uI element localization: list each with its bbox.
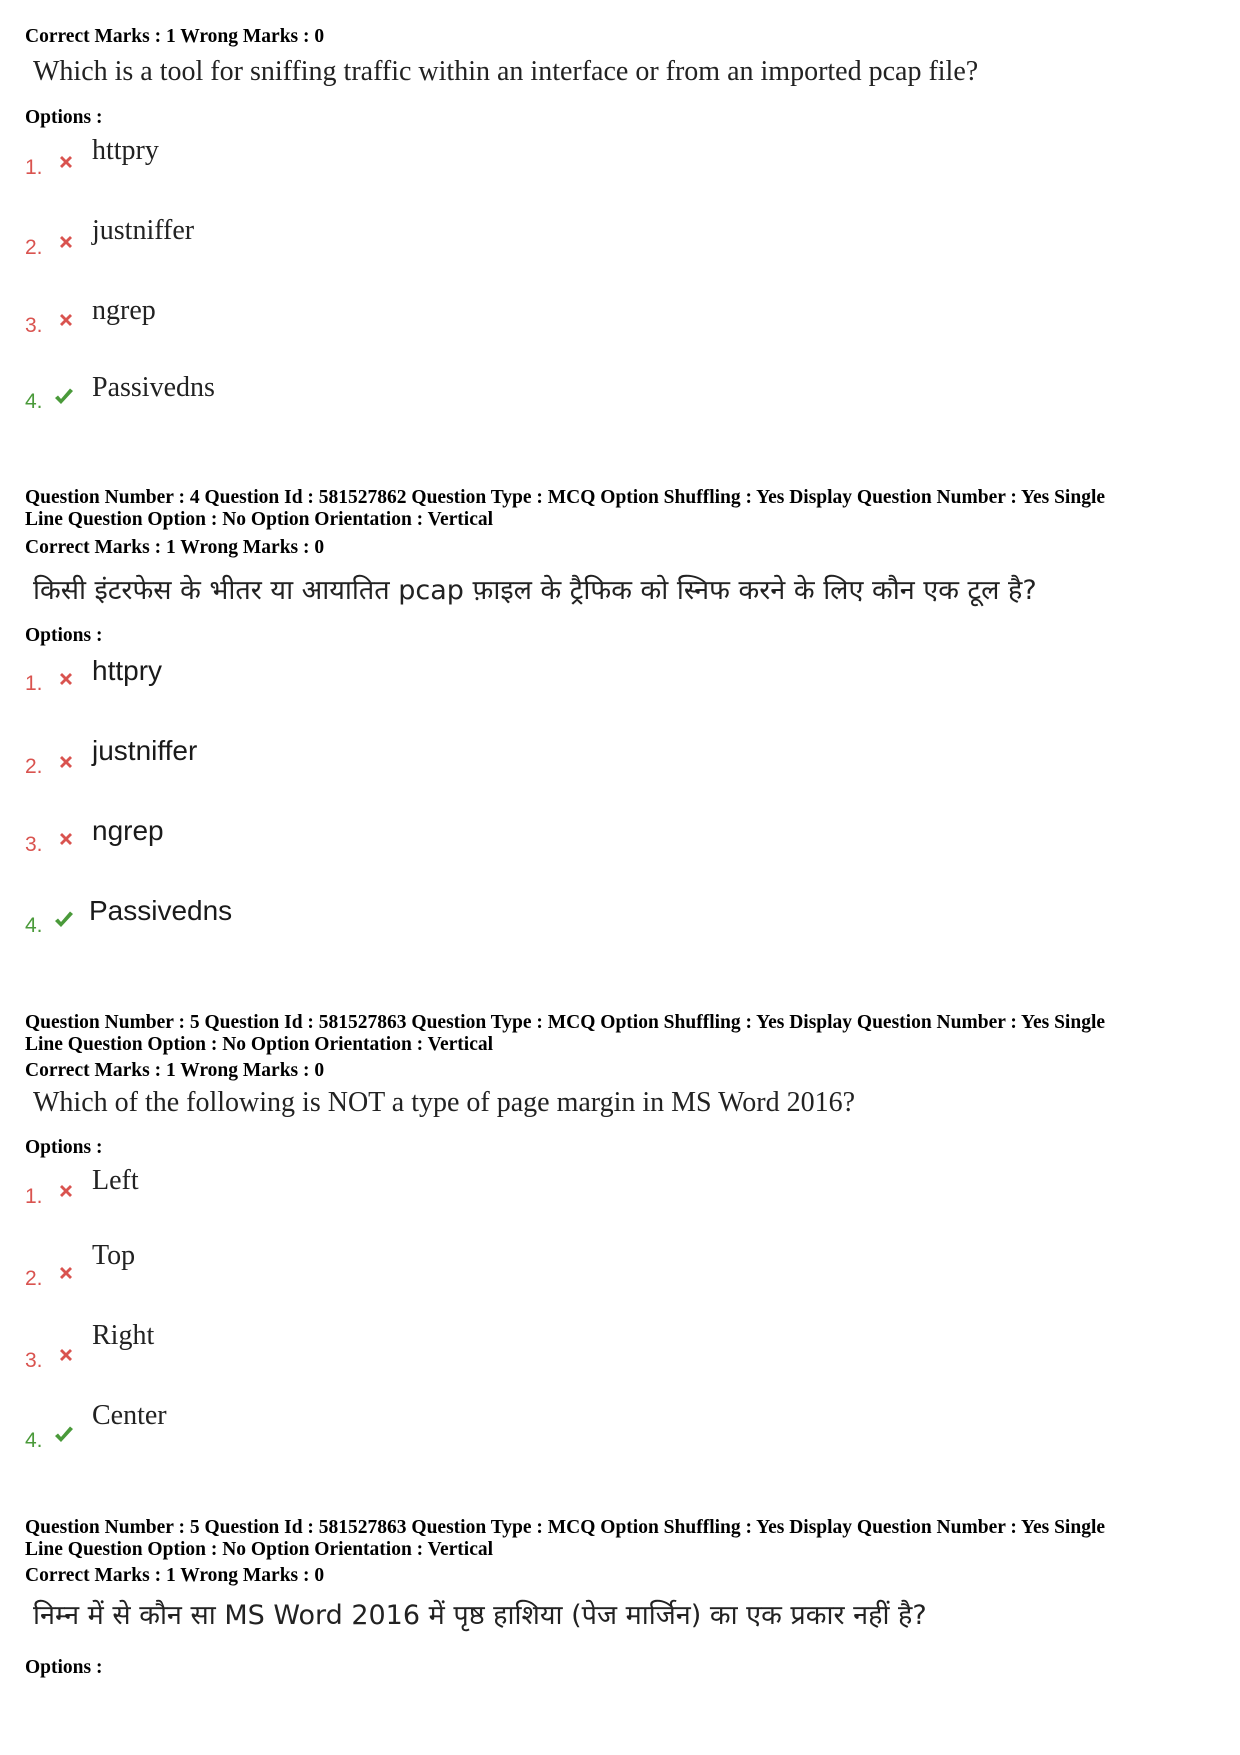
q4-meta-line-1: Question Number : 4 Question Id : 581527862 Question Type : MCQ Option Shuffling : Yes Display Question Number : Yes Single bbox=[25, 487, 1106, 508]
option-number: 1. bbox=[25, 1185, 43, 1208]
q4-question-text: किसी इंटरफेस के भीतर या आयातित pcap फ़ाइल के ट्रैफिक को स्निफ करने के लिए कौन एक टूल है? bbox=[33, 575, 1037, 606]
cross-icon bbox=[54, 667, 78, 691]
cross-icon bbox=[54, 150, 78, 174]
q4-options-label: Options : bbox=[25, 625, 103, 646]
q5-options-label: Options : bbox=[25, 1137, 103, 1158]
option-text: justniffer bbox=[92, 735, 198, 766]
cross-icon bbox=[54, 1179, 78, 1203]
check-icon bbox=[52, 908, 76, 932]
q5-meta bbox=[25, 1012, 1215, 1056]
q5-hi-question-text: निम्न में से कौन सा MS Word 2016 में पृष्ठ हाशिया (पेज मार्जिन) का एक प्रकार नहीं है? bbox=[33, 1600, 927, 1631]
option-number: 2. bbox=[25, 236, 43, 259]
option-number: 2. bbox=[25, 755, 43, 778]
option-text: Top bbox=[92, 1240, 136, 1271]
q5-hi-options-label: Options : bbox=[25, 1657, 103, 1678]
option-text: Left bbox=[92, 1165, 139, 1196]
option-text: ngrep bbox=[92, 295, 156, 326]
option-number: 4. bbox=[25, 914, 43, 937]
option-number: 3. bbox=[25, 833, 43, 856]
option-text: ngrep bbox=[92, 815, 164, 846]
cross-icon bbox=[54, 230, 78, 254]
option-number: 1. bbox=[25, 156, 43, 179]
option-text: httpry bbox=[92, 655, 163, 686]
q3-marks: Correct Marks : 1 Wrong Marks : 0 bbox=[25, 26, 325, 47]
cross-icon bbox=[54, 750, 78, 774]
option-number: 3. bbox=[25, 1349, 43, 1372]
option-number: 4. bbox=[25, 390, 43, 413]
cross-icon bbox=[54, 1343, 78, 1367]
q5-hi-meta-line-1: Question Number : 5 Question Id : 581527863 Question Type : MCQ Option Shuffling : Yes Display Question Number : Yes Single bbox=[25, 1517, 1106, 1538]
option-text: Passivedns bbox=[89, 895, 233, 926]
q5-meta-line-1: Question Number : 5 Question Id : 581527863 Question Type : MCQ Option Shuffling : Yes Display Question Number : Yes Single bbox=[25, 1012, 1106, 1033]
check-icon bbox=[52, 385, 76, 409]
q3-options-label: Options : bbox=[25, 107, 103, 128]
q4-meta-line-2: Line Question Option : No Option Orientation : Vertical bbox=[25, 509, 494, 530]
cross-icon bbox=[54, 827, 78, 851]
q5-marks: Correct Marks : 1 Wrong Marks : 0 bbox=[25, 1060, 325, 1081]
option-text: justniffer bbox=[92, 215, 195, 246]
option-number: 3. bbox=[25, 314, 43, 337]
option-text: Passivedns bbox=[92, 372, 215, 403]
q4-marks: Correct Marks : 1 Wrong Marks : 0 bbox=[25, 537, 325, 558]
option-text: Right bbox=[92, 1320, 155, 1351]
q5-meta-line-2: Line Question Option : No Option Orientation : Vertical bbox=[25, 1034, 494, 1055]
cross-icon bbox=[54, 308, 78, 332]
q5-hi-marks: Correct Marks : 1 Wrong Marks : 0 bbox=[25, 1565, 325, 1586]
check-icon bbox=[52, 1423, 76, 1447]
q3-question-text: Which is a tool for sniffing traffic within an interface or from an imported pcap file? bbox=[33, 56, 979, 87]
q4-meta bbox=[25, 487, 1215, 531]
q5-question-text: Which of the following is NOT a type of page margin in MS Word 2016? bbox=[33, 1087, 856, 1118]
option-text: httpry bbox=[92, 135, 159, 166]
option-number: 1. bbox=[25, 672, 43, 695]
q5-hi-meta-line-2: Line Question Option : No Option Orientation : Vertical bbox=[25, 1539, 494, 1560]
option-number: 2. bbox=[25, 1267, 43, 1290]
cross-icon bbox=[54, 1261, 78, 1285]
option-number: 4. bbox=[25, 1429, 43, 1452]
option-text: Center bbox=[92, 1400, 167, 1431]
q5-hi-meta bbox=[25, 1517, 1215, 1561]
